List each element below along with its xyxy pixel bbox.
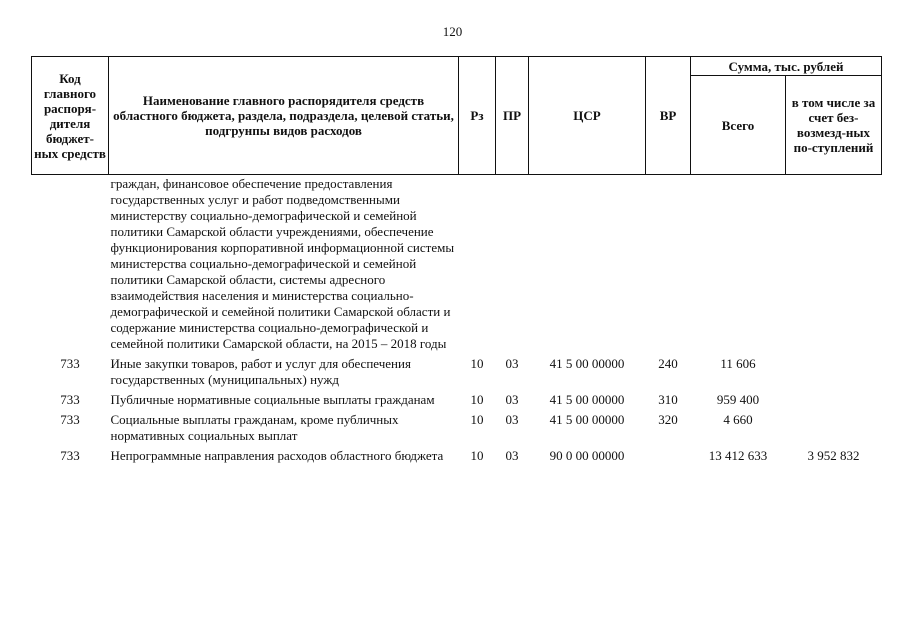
row-rz: 10 (470, 356, 484, 371)
table-row-continuation (32, 175, 882, 353)
row-vr: 240 (658, 356, 678, 371)
row-name: Иные закупки товаров, работ и услуг для обеспечения государственных (муниципальных) нужд (110, 356, 411, 387)
row-vr: 310 (658, 392, 678, 407)
row-total: 4 660 (723, 412, 753, 427)
table-row (32, 388, 882, 408)
budget-table (31, 56, 882, 464)
row-total: 13 412 633 (708, 448, 768, 463)
header-total: Всего (691, 76, 786, 175)
row-pr: 03 (505, 412, 519, 427)
row-rz: 10 (470, 412, 484, 427)
row-including: 3 952 832 (807, 448, 860, 463)
row-pr: 03 (505, 356, 519, 371)
row-including (786, 388, 882, 408)
row-csr: 41 5 00 00000 (549, 412, 625, 427)
row-code: 733 (60, 448, 80, 463)
row-name: Публичные нормативные социальные выплаты гражданам (110, 392, 435, 407)
header-rz: Рз (459, 57, 496, 175)
row-rz: 10 (470, 392, 484, 407)
row-including (786, 352, 882, 388)
header-csr: ЦСР (529, 57, 646, 175)
row-vr (646, 444, 691, 464)
row-including (786, 408, 882, 444)
row-total: 959 400 (716, 392, 760, 407)
row-code: 733 (60, 356, 80, 371)
header-vr: ВР (646, 57, 691, 175)
header-sum-group: Сумма, тыс. рублей (691, 57, 882, 76)
page-number: 120 (442, 24, 463, 39)
header-name: Наименование главного распорядителя средств областного бюджета, раздела, подраздела, целевой статьи, подгрунпы видов расходов (109, 57, 459, 175)
row-csr: 90 0 00 00000 (549, 448, 625, 463)
row-code: 733 (60, 392, 80, 407)
row-code: 733 (60, 412, 80, 427)
table-row (32, 444, 882, 464)
header-pr: ПР (496, 57, 529, 175)
table-row (32, 352, 882, 388)
row-name: Непрограммные направления расходов областного бюджета (110, 448, 444, 463)
row-csr: 41 5 00 00000 (549, 392, 625, 407)
table-row (32, 408, 882, 444)
row-rz: 10 (470, 448, 484, 463)
header-code: Код главного распоря-дителя бюджет-ных средств (32, 57, 109, 175)
continuation-text: граждан, финансовое обеспечение предоставления государственных услуг и работ подведомственными министерству социально-демографической и семейной политики Самарской области учреждениями, обеспечение функционирования корпоративной информационной системы министерства социально-демографической и семейной политики Самарской области, системы адресного взаимодействия населения и министерства социально-демографической и семейной политики Самарской области и содержание министерства социально-демографической и семейной политики Самарской области, на 2015 – 2018 годы (110, 176, 455, 351)
row-pr: 03 (505, 448, 519, 463)
row-csr: 41 5 00 00000 (549, 356, 625, 371)
header-including: в том числе за счет без-возмезд-ных по-ступлений (786, 76, 882, 175)
row-vr: 320 (658, 412, 678, 427)
row-total: 11 606 (720, 356, 756, 371)
row-name: Социальные выплаты гражданам, кроме публичных нормативных социальных выплат (110, 412, 399, 443)
row-pr: 03 (505, 392, 519, 407)
